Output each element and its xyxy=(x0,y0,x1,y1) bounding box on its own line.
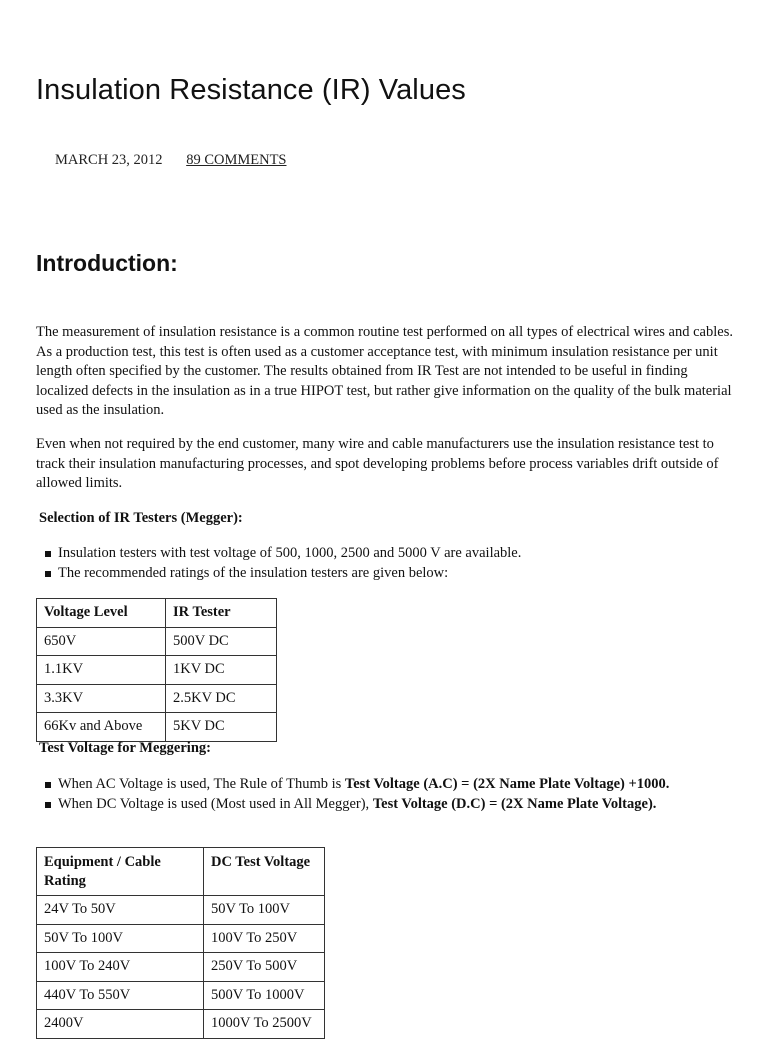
table-cell: 1KV DC xyxy=(166,656,277,685)
table-cell: 500V DC xyxy=(166,627,277,656)
table-cell: 50V To 100V xyxy=(204,896,325,925)
comments-link[interactable]: 89 COMMENTS xyxy=(186,152,287,168)
table-row xyxy=(37,684,277,713)
bullet-icon xyxy=(45,782,51,788)
table-row xyxy=(37,953,325,982)
table-cell: 500V To 1000V xyxy=(204,981,325,1010)
table-row xyxy=(37,981,325,1010)
section-heading-introduction: Introduction: xyxy=(36,250,178,276)
test-voltage-bullet-list xyxy=(45,775,735,814)
table-cell: 250V To 500V xyxy=(204,953,325,982)
table-row xyxy=(37,924,325,953)
column-header: IR Tester xyxy=(166,599,277,628)
table-cell: 66Kv and Above xyxy=(37,713,166,742)
formula-text: Test Voltage (A.C) = (2X Name Plate Voltage) +1000. xyxy=(344,776,670,792)
list-item xyxy=(45,775,735,795)
list-item-text: When AC Voltage is used, The Rule of Thumb is xyxy=(58,776,345,792)
table-header-row xyxy=(37,599,277,628)
table-row xyxy=(37,627,277,656)
table-cell: 2.5KV DC xyxy=(166,684,277,713)
list-item-text: The recommended ratings of the insulation testers are given below: xyxy=(58,564,449,581)
table-cell: 3.3KV xyxy=(37,684,166,713)
bullet-icon xyxy=(45,551,51,557)
subheading-test-voltage: Test Voltage for Meggering: xyxy=(39,740,211,756)
table-cell: 100V To 250V xyxy=(204,924,325,953)
table-cell: 24V To 50V xyxy=(37,896,204,925)
bullet-icon xyxy=(45,802,51,808)
table-cell: 50V To 100V xyxy=(37,924,204,953)
table-cell: 650V xyxy=(37,627,166,656)
ir-tester-table xyxy=(36,598,277,742)
column-header: DC Test Voltage xyxy=(204,848,325,896)
list-item xyxy=(45,564,735,584)
formula-text: Test Voltage (D.C) = (2X Name Plate Voltage). xyxy=(372,795,657,812)
dc-test-voltage-table xyxy=(36,847,325,1039)
subheading-selection: Selection of IR Testers (Megger): xyxy=(39,510,243,526)
table-header-row xyxy=(37,848,325,896)
post-meta xyxy=(55,152,287,169)
list-item xyxy=(45,795,735,815)
table-cell: 440V To 550V xyxy=(37,981,204,1010)
table-cell: 1.1KV xyxy=(37,656,166,685)
table-row xyxy=(37,896,325,925)
list-item-text: Insulation testers with test voltage of 500, 1000, 2500 and 5000 V are available. xyxy=(58,545,522,561)
table-cell: 2400V xyxy=(37,1010,204,1039)
table-row xyxy=(37,656,277,685)
table-cell: 1000V To 2500V xyxy=(204,1010,325,1039)
column-header: Equipment / Cable Rating xyxy=(37,848,204,896)
intro-paragraph-2: Even when not required by the end customer, many wire and cable manufacturers use the insulation resistance test to track their insulation manufacturing processes, and spot developing problems before process variables drift outside of allowed limits. xyxy=(36,436,719,491)
list-item xyxy=(45,544,735,564)
post-date: MARCH 23, 2012 xyxy=(55,152,163,168)
page-title: Insulation Resistance (IR) Values xyxy=(36,74,466,106)
column-header: Voltage Level xyxy=(37,599,166,628)
list-item-text: When DC Voltage is used (Most used in All Megger), xyxy=(58,795,373,812)
table-cell: 5KV DC xyxy=(166,713,277,742)
table-cell: 100V To 240V xyxy=(37,953,204,982)
intro-paragraph-1: The measurement of insulation resistance is a common routine test performed on all types of electrical wires and cables. As a production test, this test is often used as a customer acceptance test, with minimum insulation resistance per unit length often specified by the customer. The results obtained from IR Test are not intended to be useful in finding localized defects in the insulation as in a true HIPOT test, but rather give information on the quality of the bulk material used as the insulation. xyxy=(36,324,733,418)
table-row xyxy=(37,713,277,742)
bullet-icon xyxy=(45,571,51,577)
selection-bullet-list xyxy=(45,544,735,583)
